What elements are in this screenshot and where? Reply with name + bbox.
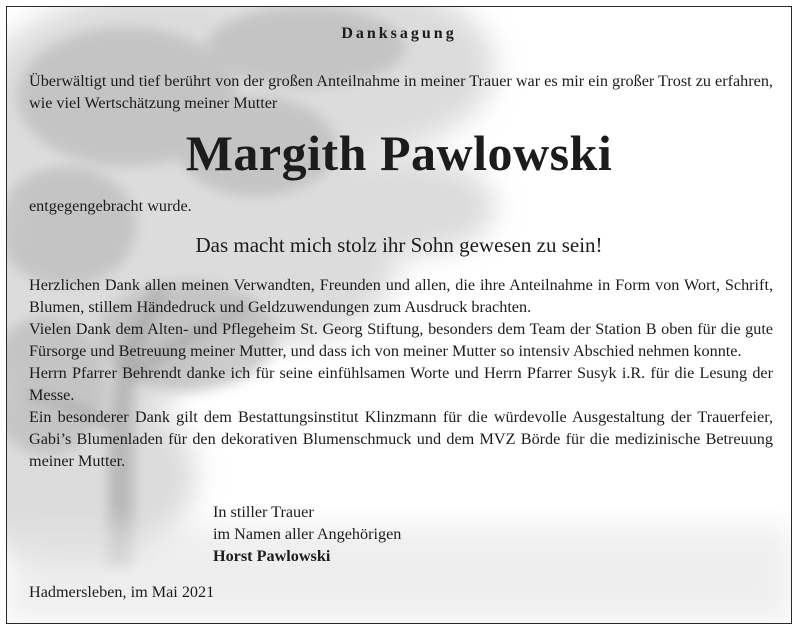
thanks-paragraph: Herzlichen Dank allen meinen Verwandten, Freunden und allen, die ihre Anteilnahme in Form von Wort, Schrift, Blumen, stillem Händedruck und Geldzuwendungen zum Ausdruck brachten. [29, 276, 773, 316]
heading-danksagung: Danksagung [341, 25, 457, 42]
place-date: Hadmersleben, im Mai 2021 [29, 583, 215, 601]
thanks-paragraph: Vielen Dank dem Alten- und Pflegeheim St. Georg Stiftung, besonders dem Team der Station B oben für die gute Fürsorge und Betreuung meiner Mutter, und dass ich von meiner Mutter so intensiv Abschied nehmen konnte. [29, 320, 773, 360]
deceased-name: Margith Pawlowski [185, 125, 613, 181]
obituary-card [6, 6, 792, 624]
thanks-paragraph: Ein besonderer Dank gilt dem Bestattungsinstitut Klinzmann für die würdevolle Ausgestaltung der Trauerfeier, Gabi’s Blumenladen für den dekorativen Blumenschmuck und dem MVZ Börde für die medizinische Betreuung meiner Mutter. [29, 408, 773, 470]
signature-block [213, 501, 401, 567]
quote-line: Das macht mich stolz ihr Sohn gewesen zu sein! [195, 233, 603, 257]
signature-line-2: im Namen aller Angehörigen [213, 525, 402, 543]
intro-text: Überwältigt und tief berührt von der großen Anteilnahme in meiner Trauer war es mir ein großer Trost zu erfahren, wie viel Wertschätzung meiner Mutter [29, 72, 773, 112]
after-name-text: entgegengebracht wurde. [29, 197, 192, 215]
thanks-paragraph: Herrn Pfarrer Behrendt danke ich für seine einfühlsamen Worte und Herrn Pfarrer Susyk i.R. für die Lesung der Messe. [29, 364, 773, 404]
signature-line-1: In stiller Trauer [213, 503, 314, 521]
signer-name: Horst Pawlowski [213, 547, 331, 565]
thanks-body [29, 274, 773, 472]
